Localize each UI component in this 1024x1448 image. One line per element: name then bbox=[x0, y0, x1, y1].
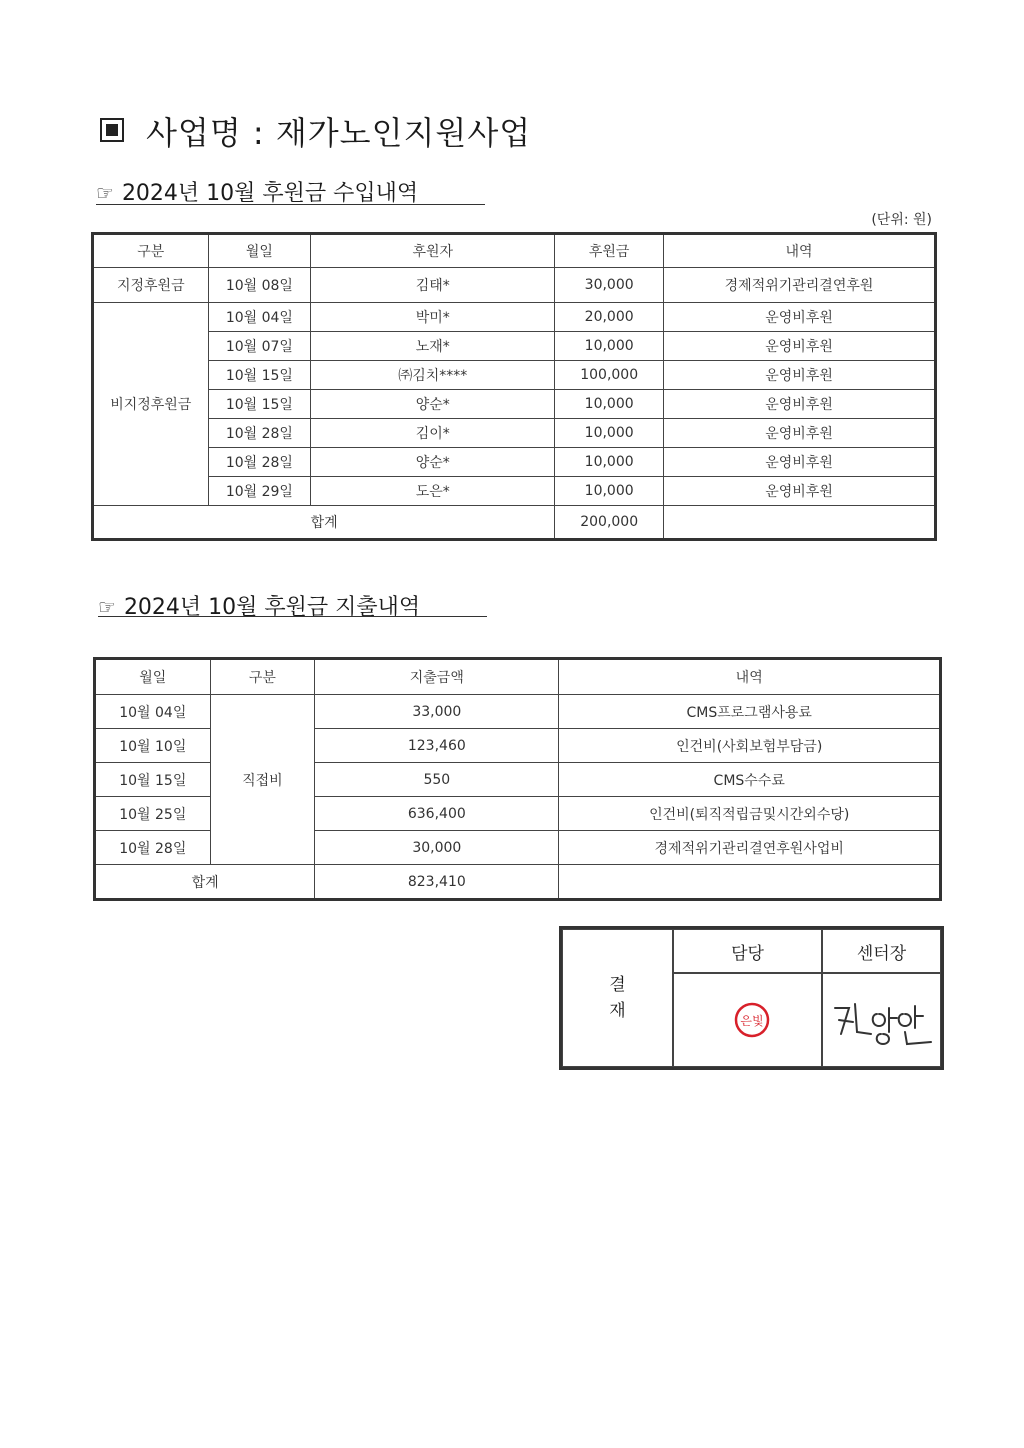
expense-heading-underline bbox=[98, 616, 487, 617]
date-cell: 10월 04일 bbox=[208, 303, 311, 332]
approval-label-line2: 재 bbox=[609, 1001, 626, 1021]
pointing-hand-icon: ☞ bbox=[96, 181, 114, 205]
income-header-category: 구분 bbox=[93, 234, 209, 268]
donor-cell: 도은* bbox=[311, 477, 555, 506]
donor-cell: ㈜김치**** bbox=[311, 361, 555, 390]
expense-header-amount: 지출금액 bbox=[315, 659, 559, 695]
expense-total-label: 합계 bbox=[95, 865, 315, 900]
income-total-row bbox=[93, 506, 936, 540]
income-heading-text: 2024년 10월 후원금 수입내역 bbox=[121, 181, 419, 206]
detail-cell: 운영비후원 bbox=[664, 448, 936, 477]
approval-col-director: 센터장 bbox=[822, 929, 941, 973]
expense-total-detail bbox=[559, 865, 941, 900]
date-cell: 10월 28일 bbox=[208, 448, 311, 477]
donor-cell: 박미* bbox=[311, 303, 555, 332]
category-direct-cost: 직접비 bbox=[210, 695, 315, 865]
detail-cell: CMS프로그램사용료 bbox=[559, 695, 941, 729]
amount-cell: 30,000 bbox=[315, 831, 559, 865]
income-total-label: 합계 bbox=[93, 506, 555, 540]
donor-cell: 노재* bbox=[311, 332, 555, 361]
income-heading-underline bbox=[96, 204, 485, 205]
income-header-date: 월일 bbox=[208, 234, 311, 268]
amount-cell: 10,000 bbox=[555, 477, 664, 506]
amount-cell: 10,000 bbox=[555, 448, 664, 477]
income-section-heading bbox=[96, 176, 418, 207]
amount-cell: 100,000 bbox=[555, 361, 664, 390]
income-total-detail bbox=[664, 506, 936, 540]
date-cell: 10월 08일 bbox=[208, 268, 311, 303]
income-header-amount: 후원금 bbox=[555, 234, 664, 268]
date-cell: 10월 25일 bbox=[95, 797, 211, 831]
date-cell: 10월 07일 bbox=[208, 332, 311, 361]
income-total-amount: 200,000 bbox=[555, 506, 664, 540]
expense-header-date: 월일 bbox=[95, 659, 211, 695]
handwritten-signature bbox=[827, 994, 937, 1054]
income-table bbox=[91, 232, 937, 541]
document-title: 사업명 : 재가노인지원사업 bbox=[146, 114, 532, 152]
date-cell: 10월 29일 bbox=[208, 477, 311, 506]
seal-stamp-icon bbox=[732, 1000, 772, 1040]
table-row bbox=[93, 268, 936, 303]
expense-table bbox=[93, 657, 942, 901]
income-header-donor: 후원자 bbox=[311, 234, 555, 268]
amount-cell: 20,000 bbox=[555, 303, 664, 332]
table-row bbox=[95, 695, 941, 729]
detail-cell: 경제적위기관리결연후원 bbox=[664, 268, 936, 303]
expense-total-row bbox=[95, 865, 941, 900]
detail-cell: 인건비(사회보험부담금) bbox=[559, 729, 941, 763]
expense-header-detail: 내역 bbox=[559, 659, 941, 695]
table-row bbox=[93, 419, 936, 448]
expense-heading-text: 2024년 10월 후원금 지출내역 bbox=[123, 595, 421, 620]
director-signature-cell bbox=[822, 973, 941, 1067]
amount-cell: 636,400 bbox=[315, 797, 559, 831]
pointing-hand-icon: ☞ bbox=[98, 595, 116, 619]
detail-cell: CMS수수료 bbox=[559, 763, 941, 797]
donor-cell: 양순* bbox=[311, 390, 555, 419]
date-cell: 10월 15일 bbox=[208, 361, 311, 390]
approval-box bbox=[559, 926, 944, 1070]
income-header-row bbox=[93, 234, 936, 268]
date-cell: 10월 10일 bbox=[95, 729, 211, 763]
table-row bbox=[93, 303, 936, 332]
donor-cell: 김이* bbox=[311, 419, 555, 448]
detail-cell: 운영비후원 bbox=[664, 390, 936, 419]
title-square-icon bbox=[100, 118, 124, 142]
detail-cell: 경제적위기관리결연후원사업비 bbox=[559, 831, 941, 865]
table-row bbox=[93, 390, 936, 419]
detail-cell: 운영비후원 bbox=[664, 361, 936, 390]
donor-cell: 양순* bbox=[311, 448, 555, 477]
amount-cell: 30,000 bbox=[555, 268, 664, 303]
table-row bbox=[93, 448, 936, 477]
amount-cell: 550 bbox=[315, 763, 559, 797]
category-non-designated: 비지정후원금 bbox=[93, 303, 209, 506]
detail-cell: 운영비후원 bbox=[664, 332, 936, 361]
amount-cell: 10,000 bbox=[555, 419, 664, 448]
amount-cell: 123,460 bbox=[315, 729, 559, 763]
approval-label-line1: 결 bbox=[609, 975, 626, 995]
approval-label bbox=[562, 929, 673, 1067]
detail-cell: 운영비후원 bbox=[664, 477, 936, 506]
detail-cell: 운영비후원 bbox=[664, 303, 936, 332]
manager-stamp-cell bbox=[673, 973, 822, 1067]
expense-total-amount: 823,410 bbox=[315, 865, 559, 900]
unit-note: (단위: 원) bbox=[871, 212, 932, 228]
date-cell: 10월 28일 bbox=[208, 419, 311, 448]
date-cell: 10월 28일 bbox=[95, 831, 211, 865]
table-row bbox=[93, 477, 936, 506]
date-cell: 10월 15일 bbox=[208, 390, 311, 419]
amount-cell: 10,000 bbox=[555, 390, 664, 419]
date-cell: 10월 04일 bbox=[95, 695, 211, 729]
amount-cell: 10,000 bbox=[555, 332, 664, 361]
expense-header-row bbox=[95, 659, 941, 695]
category-designated: 지정후원금 bbox=[93, 268, 209, 303]
approval-col-manager: 담당 bbox=[673, 929, 822, 973]
amount-cell: 33,000 bbox=[315, 695, 559, 729]
date-cell: 10월 15일 bbox=[95, 763, 211, 797]
donor-cell: 김태* bbox=[311, 268, 555, 303]
detail-cell: 인건비(퇴직적립금및시간외수당) bbox=[559, 797, 941, 831]
svg-text:은빛: 은빛 bbox=[740, 1014, 764, 1028]
table-row bbox=[93, 332, 936, 361]
table-row bbox=[93, 361, 936, 390]
detail-cell: 운영비후원 bbox=[664, 419, 936, 448]
income-header-detail: 내역 bbox=[664, 234, 936, 268]
expense-header-category: 구분 bbox=[210, 659, 315, 695]
